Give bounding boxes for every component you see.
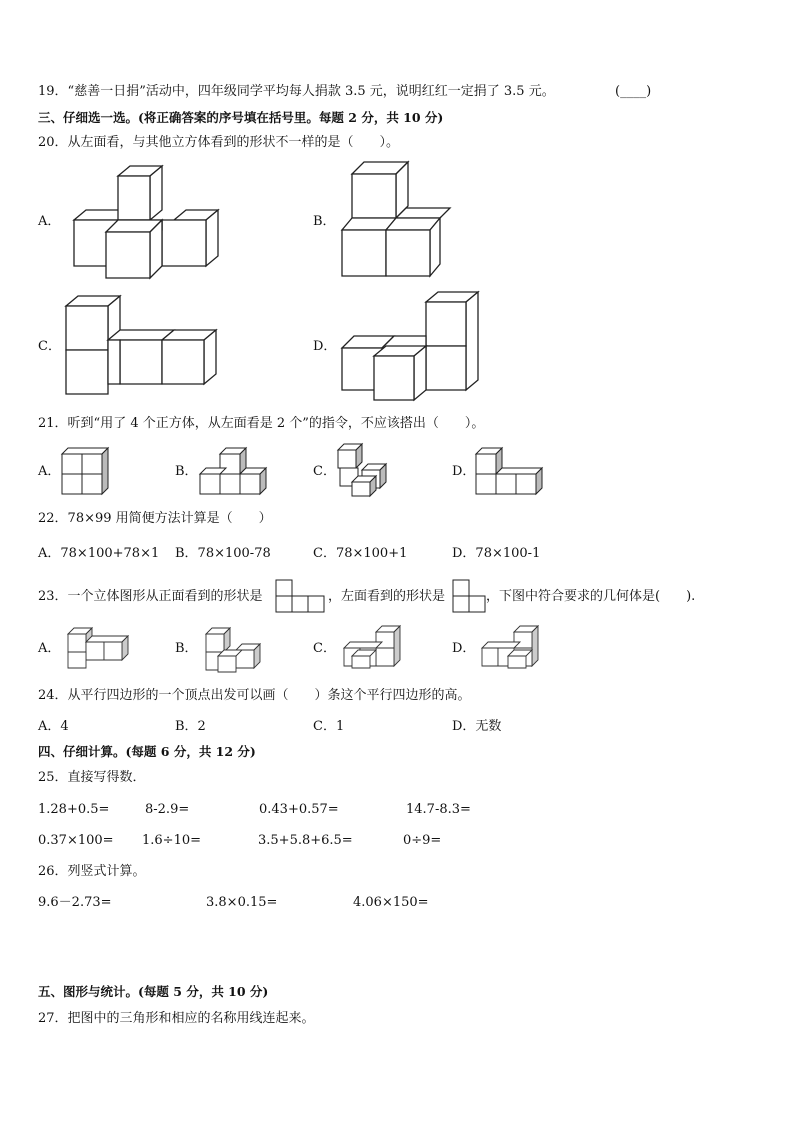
q25-item[interactable]: 3.5+5.8+6.5= [258,833,353,848]
section3-title: 三、仔细选一选。(将正确答案的序号填在括号里。每题 2 分，共 10 分) [38,110,444,125]
q22-option-c[interactable]: C．78×100+1 [313,546,408,561]
q21-option-c-label[interactable]: C． [313,464,336,479]
q21-option-a-figure [60,446,112,496]
q22-option-a[interactable]: A．78×100+78×1 [38,546,160,561]
q20-option-c-label[interactable]: C． [38,339,61,354]
q21-option-d-label[interactable]: D． [452,464,476,479]
q24-option-b[interactable]: B．2 [175,719,206,734]
q26-item[interactable]: 9.6－2.73= [38,895,112,910]
q20-option-d-label[interactable]: D． [313,339,337,354]
q23-option-d-label[interactable]: D． [452,641,476,656]
q23-stem-part2: ，左面看到的形状是 [328,589,446,604]
q20-option-a-label[interactable]: A． [38,214,61,229]
q22-option-d[interactable]: D．78×100-1 [452,546,541,561]
q23-option-c-label[interactable]: C． [313,641,336,656]
q25-item[interactable]: 0÷9= [403,833,442,848]
q21-option-b-figure [198,446,266,496]
q24-stem: 24．从平行四边形的一个顶点出发可以画（ ）条这个平行四边形的高。 [38,688,471,703]
q23-option-a-figure [66,626,132,670]
q20-option-c-figure [64,294,219,397]
q26-item[interactable]: 4.06×150= [353,895,429,910]
q25-item[interactable]: 1.6÷10= [142,833,202,848]
q25-item[interactable]: 0.37×100= [38,833,114,848]
q20-option-a-figure [70,170,220,280]
q23-front-view-figure [274,578,328,614]
q26-item[interactable]: 3.8×0.15= [206,895,278,910]
q22-stem: 22．78×99 用简便方法计算是（ ） [38,511,272,526]
q19-text: 19．“慈善一日捐”活动中，四年级同学平均每人捐款 3.5 元，说明红红一定捐了 3.5 元。 [38,84,555,99]
q24-option-d[interactable]: D．无数 [452,719,502,734]
q21-stem: 21．听到“用了 4 个正方体，从左面看是 2 个”的指令，不应该搭出（ ）。 [38,416,485,431]
q24-option-a[interactable]: A．4 [38,719,69,734]
section5-title: 五、图形与统计。(每题 5 分，共 10 分) [38,984,269,999]
q23-left-view-figure [451,578,489,614]
q20-stem: 20．从左面看，与其他立方体看到的形状不一样的是（ ）。 [38,135,400,150]
q19-answer-blank[interactable]: (____) [615,84,652,99]
q23-option-d-figure [478,622,540,670]
q25-item[interactable]: 8-2.9= [145,802,190,817]
q20-option-b-label[interactable]: B． [313,214,336,229]
q25-item[interactable]: 0.43+0.57= [259,802,339,817]
q25-item[interactable]: 1.28+0.5= [38,802,110,817]
q23-stem-part3: ，下图中符合要求的几何体是( ). [486,589,696,604]
q21-option-d-figure [474,446,546,496]
q27-stem: 27．把图中的三角形和相应的名称用线连起来。 [38,1011,315,1026]
q21-option-c-figure [336,442,388,498]
q25-stem: 25．直接写得数． [38,770,146,785]
q21-option-a-label[interactable]: A． [38,464,61,479]
q23-option-c-figure [340,622,402,670]
q23-stem-part1: 23．一个立体图形从正面看到的形状是 [38,589,263,604]
q22-option-b[interactable]: B．78×100-78 [175,546,271,561]
q23-option-a-label[interactable]: A． [38,641,61,656]
q23-option-b-figure [202,626,266,674]
q24-option-c[interactable]: C．1 [313,719,345,734]
q20-option-b-figure [338,160,453,280]
q25-item[interactable]: 14.7-8.3= [406,802,471,817]
q26-stem: 26．列竖式计算。 [38,864,146,879]
q20-option-d-figure [338,288,483,403]
q23-option-b-label[interactable]: B． [175,641,198,656]
section4-title: 四、仔细计算。(每题 6 分，共 12 分) [38,744,256,759]
q21-option-b-label[interactable]: B． [175,464,198,479]
